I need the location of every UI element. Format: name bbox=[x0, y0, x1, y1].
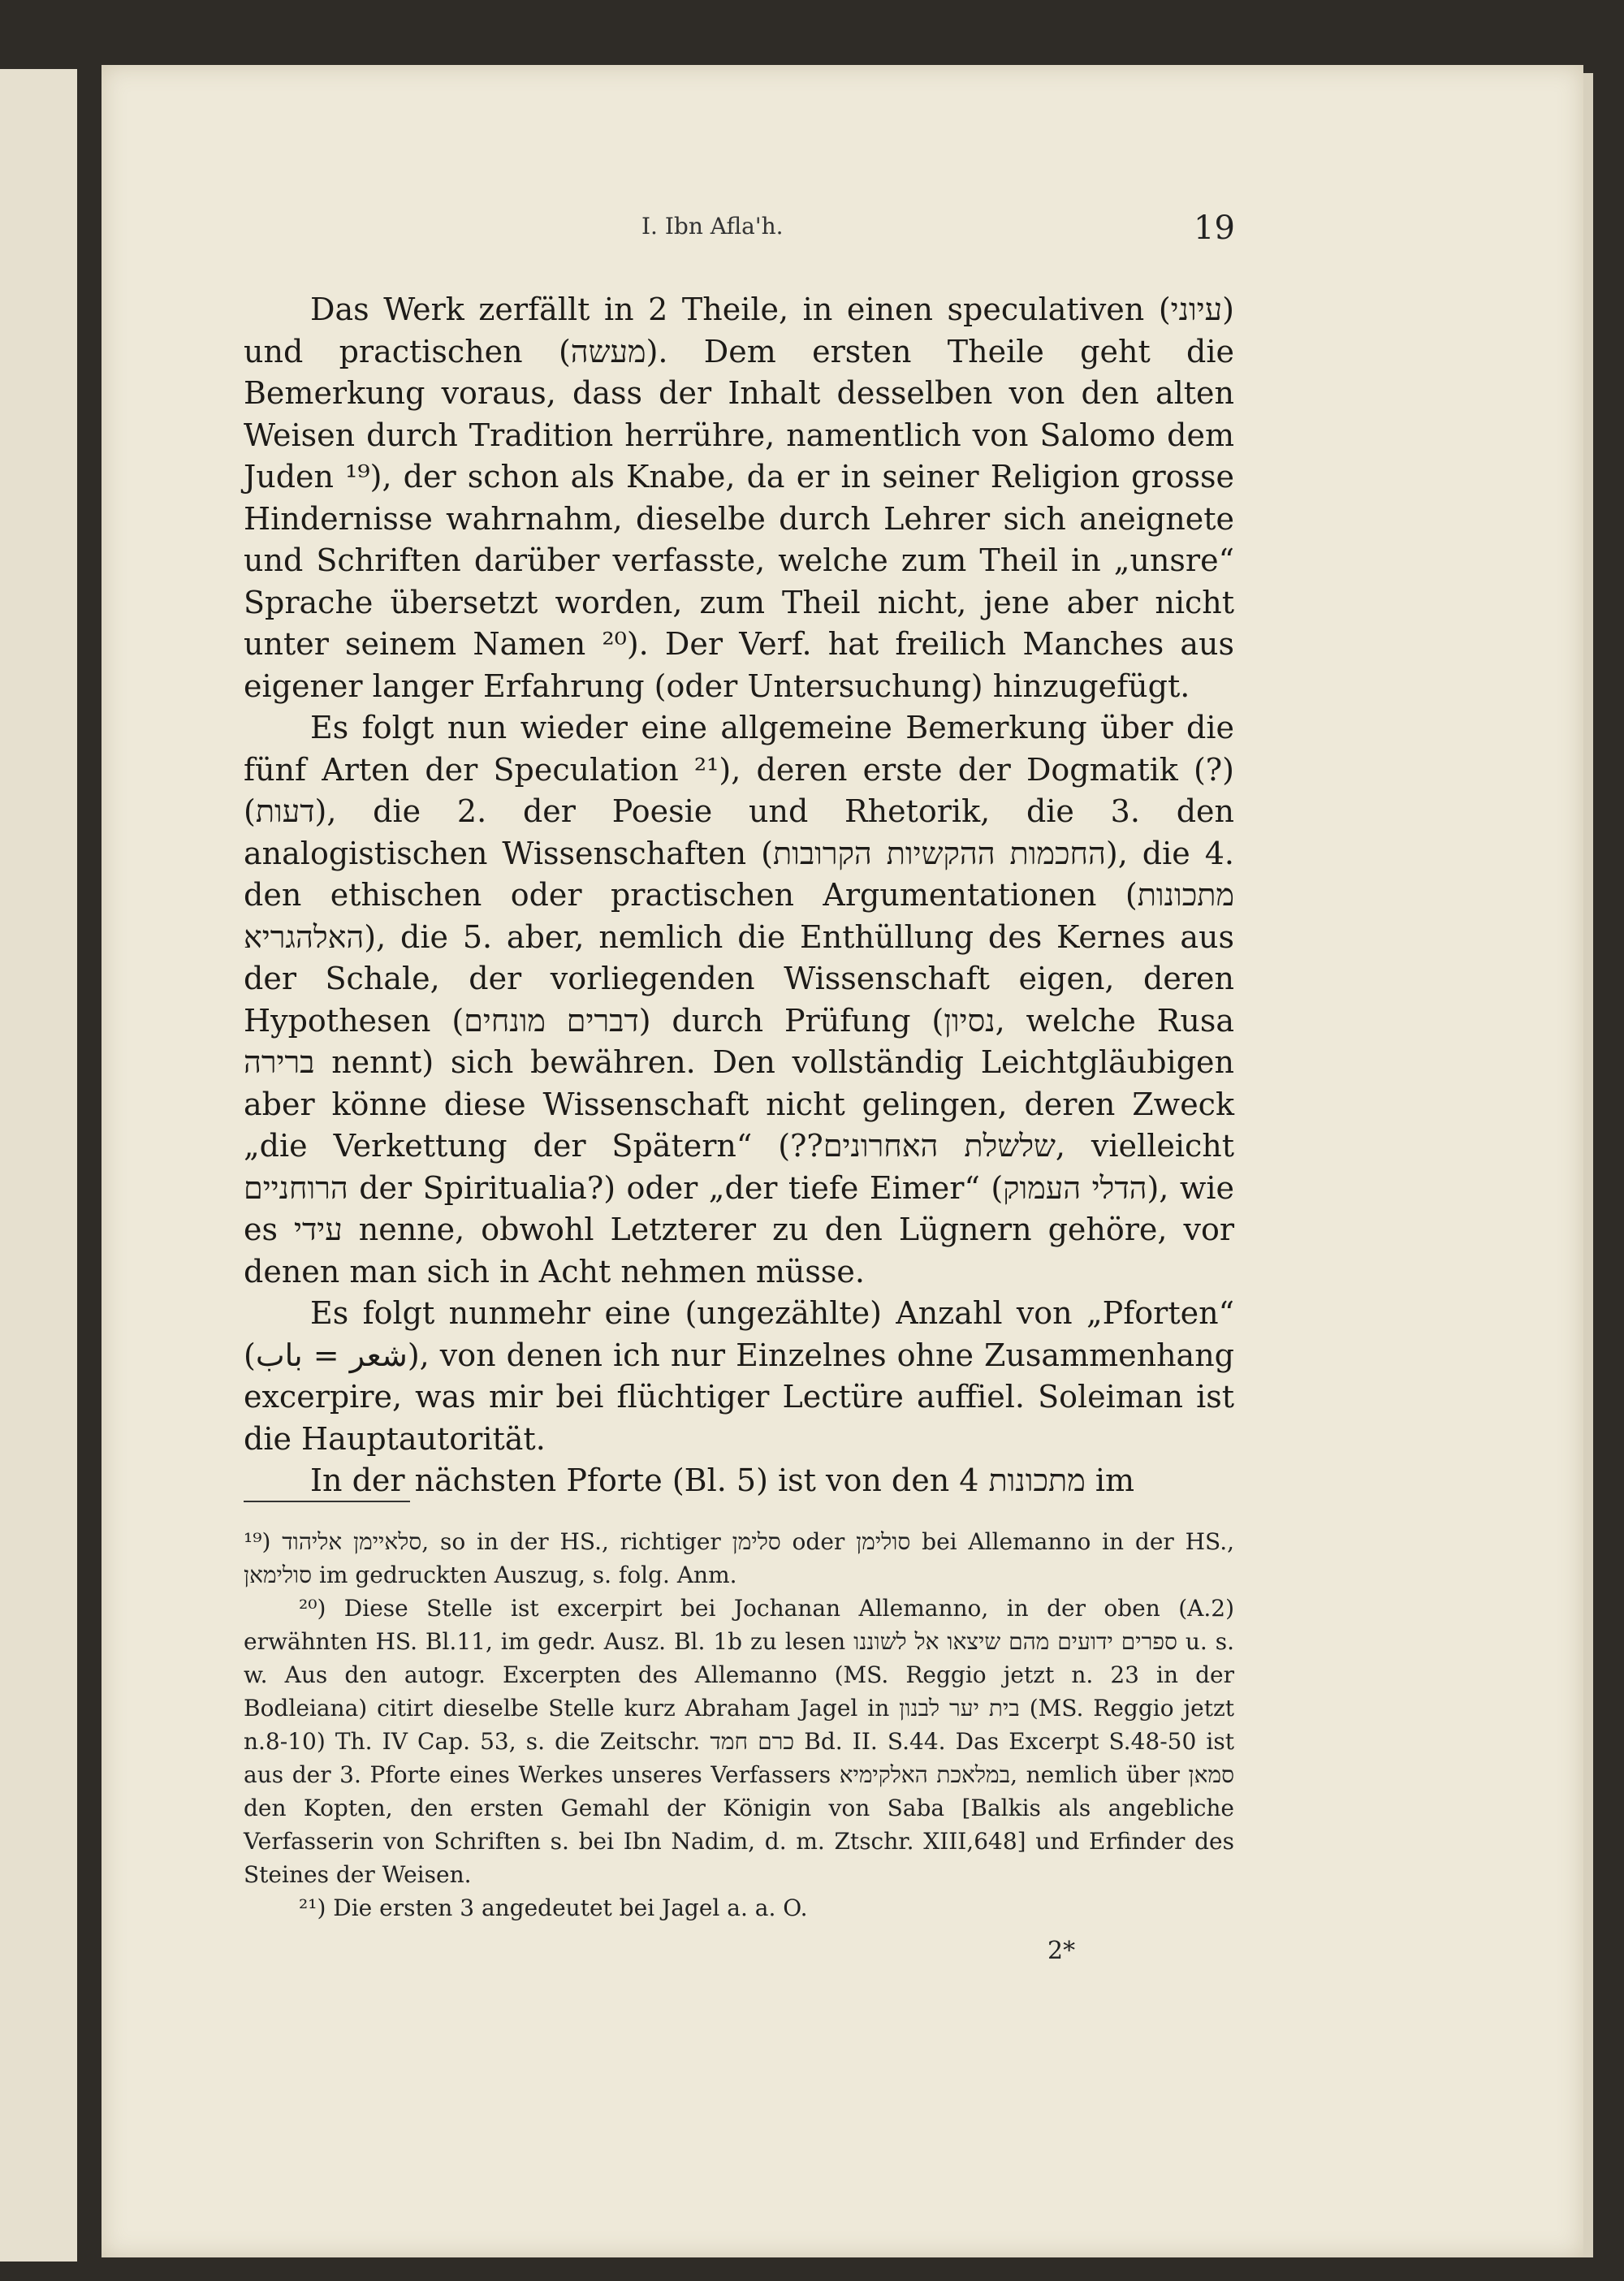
page-edge bbox=[1583, 73, 1593, 2257]
running-title: I. Ibn Afla'h. bbox=[641, 213, 784, 240]
page-number: 19 bbox=[1194, 210, 1235, 247]
footnote: ¹⁹) סלאיימן אליהוד, so in der HS., richtiger סלימן oder סולימן bei Allemanno in der HS., סולימאן im gedruckten Auszug, s. folg. Anm. bbox=[244, 1528, 1234, 1588]
paragraph: Das Werk zerfällt in 2 Theile, in einen speculativen (עיוני) und practischen (מעשה). Dem ersten Theile geht die Bemerkung voraus, dass der Inhalt desselben von den alten Weisen durch Tradition herrühre, namentlich von Salomo dem Juden ¹⁹), der schon als Knabe, da er in seiner Religion grosse Hindernisse wahrnahm, dieselbe durch Lehrer sich aneignete und Schriften darüber verfasste, welche zum Theil in „unsre“ Sprache übersetzt worden, zum Theil nicht, jene aber nicht unter seinem Namen ²⁰). Der Verf. hat freilich Manches aus eigener langer Erfahrung (oder Untersuchung) hinzugefügt. bbox=[244, 292, 1234, 704]
footnotes bbox=[244, 1525, 1234, 1925]
paragraph: Es folgt nunmehr eine (ungezählte) Anzahl von „Pforten“ (شعر = باب), von denen ich nur Einzelnes ohne Zusammenhang excerpire, was mir bei flüchtiger Lectüre auffiel. Soleiman ist die Hauptautorität. bbox=[244, 1295, 1234, 1457]
paragraph: Es folgt nun wieder eine allgemeine Bemerkung über die fünf Arten der Speculation ²¹), deren erste der Dogmatik (?) (דעות), die 2. der Poesie und Rhetorik, die 3. den analogistischen Wissenschaften (החכמות ההקשיות הקרובות), die 4. den ethischen oder practischen Argumentationen (מתכונות האלהגריא), die 5. aber, nemlich die Enthüllung des Kernes aus der Schale, der vorliegenden Wissenschaft eigen, deren Hypothesen (דברים מונחים) durch Prüfung (נסיון, welche Rusa ברירה nennt) sich bewähren. Den vollständig Leichtgläubigen aber könne diese Wissenschaft nicht gelingen, deren Zweck „die Verkettung der Spätern“ (??שלשלת האחרונים, vielleicht הרוחניים der Spiritualia?) oder „der tiefe Eimer“ (הדלי העמוק), wie es עידי nenne, obwohl Letzterer zu den Lügnern gehöre, vor denen man sich in Acht nehmen müsse. bbox=[244, 710, 1235, 1290]
footnote-rule bbox=[244, 1501, 410, 1502]
paragraph: In der nächsten Pforte (Bl. 5) ist von den 4 מתכונות im bbox=[310, 1462, 1135, 1498]
signature-mark: 2* bbox=[1047, 1937, 1076, 1965]
facing-page-edge bbox=[0, 69, 77, 2262]
footnote: ²⁰) Diese Stelle ist excerpirt bei Jochanan Allemanno, in der oben (A.2) erwähnten HS. Bl.11, im gedr. Ausz. Bl. 1b zu lesen ספרים ידועים מהם שיצאו אל לשוננו u. s. w. Aus den autogr. Excerpten des Allemanno (MS. Reggio jetzt n. 23 in der Bodleiana) citirt dieselbe Stelle kurz Abraham Jagel in בית יער לבנון (MS. Reggio jetzt n.8-10) Th. IV Cap. 53, s. die Zeitschr. כרם חמד Bd. II. S.44. Das Excerpt S.48-50 ist aus der 3. Pforte eines Werkes unseres Verfassers במלאכת האלקימיא, nemlich über סמאן den Kopten, den ersten Gemahl der Königin von Saba [Balkis als angebliche Verfasserin von Schriften s. bei Ibn Nadim, d. m. Ztschr. XIII,648] und Erfinder des Steines der Weisen. bbox=[244, 1595, 1235, 1888]
main-text bbox=[244, 289, 1234, 1502]
footnote: ²¹) Die ersten 3 angedeutet bei Jagel a. a. O. bbox=[299, 1894, 808, 1921]
